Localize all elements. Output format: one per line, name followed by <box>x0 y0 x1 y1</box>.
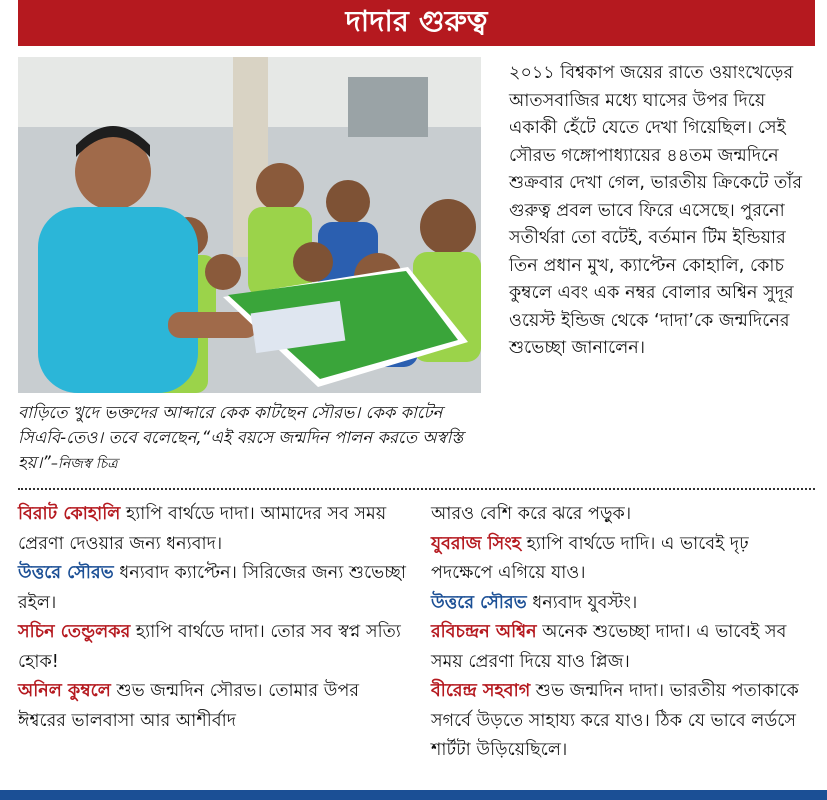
message-sender: রবিচন্দ্রন অশ্বিন <box>431 622 537 642</box>
message-text: অনেক শুভেচ্ছা দাদা। এ ভাবেই সব সময় প্রেরণা দিয়ে যাও প্লিজ। <box>431 622 787 672</box>
article-text: ২০১১ বিশ্বকাপ জয়ের রাতে ওয়াংখেড়ের আতসবাজির মধ্যে ঘাসের উপর দিয়ে একাকী হেঁটে যেতে দেখা গিয়েছিল। সেই সৌরভ গঙ্গোপাধ্যায়ের ৪৪তম জন্মদিনে শুক্রবার দেখা গেল, ভারতীয় ক্রিকেটে তাঁর গুরুত্ব প্রবল ভাবে ফিরে এসেছে। পুরনো সতীর্থরা তো বটেই, বর্তমান টিম ইন্ডিয়ার তিন প্রধান মুখ, ক্যাপ্টেন কোহালি, কোচ কুম্বলে এবং এক নম্বর বোলার অশ্বিন সুদূর ওয়েস্ট ইন্ডিজ থেকে ‘দাদা’কে জন্মদিনের শুভেচ্ছা জানালেন। <box>509 63 803 358</box>
message-text: শুভ জন্মদিন সৌরভ। তোমার উপর ঈশ্বরের ভালবাসা আর আশীর্বাদ <box>18 681 360 731</box>
caption-text: বাড়িতে খুদে ভক্তদের আব্দারে কেক কাটছেন সৌরভ। কেক কাটেন সিএবি-তেও। তবে বলেছেন,“এই বয়সে জন্মদিন পালন করতে অস্বস্তি হয়।” <box>18 403 464 472</box>
photo-credit: –নিজস্ব চিত্র <box>50 456 118 472</box>
message-text: ধন্যবাদ যুবস্টং। <box>526 592 638 613</box>
messages-right-column <box>431 500 815 766</box>
message-text: হ্যাপি বার্থডে দাদি। এ ভাবেই দৃঢ় পদক্ষেপে এগিয়ে যাও। <box>431 533 749 583</box>
photo-illustration <box>18 57 481 393</box>
message-sender: উত্তরে সৌরভ <box>431 592 527 613</box>
headline: দাদার গুরুত্ব <box>345 3 488 38</box>
message-text: ধন্যবাদ ক্যাপ্টেন। সিরিজের জন্য শুভেচ্ছা রইল। <box>18 563 407 613</box>
bottom-rule <box>0 790 827 800</box>
message-item <box>18 500 410 559</box>
message-item <box>18 677 410 736</box>
news-photo <box>18 57 481 393</box>
message-item <box>431 530 815 589</box>
message-item <box>431 677 815 766</box>
message-sender: অনিল কুম্বলে <box>18 681 111 701</box>
message-text: শুভ জন্মদিন দাদা। ভারতীয় পতাকাকে সগর্বে উড়তে সাহায্য করে যাও। ঠিক যে ভাবে লর্ডসে শার্টটা উড়িয়েছিলে। <box>431 681 799 760</box>
article-body <box>509 60 815 363</box>
message-sender: উত্তরে সৌরভ <box>18 563 114 583</box>
message-sender: বীরেন্দ্র সহবাগ <box>431 681 531 701</box>
message-item <box>431 589 815 619</box>
message-item <box>431 500 815 530</box>
message-sender: বিরাট কোহালি <box>18 504 121 524</box>
message-sender: সচিন তেন্ডুলকর <box>18 622 131 642</box>
message-text: হ্যাপি বার্থডে দাদা। আমাদের সব সময় প্রেরণা দেওয়ার জন্য ধন্যবাদ। <box>18 504 387 554</box>
headline-banner <box>18 0 815 46</box>
message-item <box>431 618 815 677</box>
photo-caption <box>18 400 488 477</box>
message-text: হ্যাপি বার্থডে দাদা। তোর সব স্বপ্ন সত্যি হোক! <box>18 622 401 672</box>
message-text: আরও বেশি করে ঝরে পড়ুক। <box>431 504 632 524</box>
messages-left-column <box>18 500 410 736</box>
dotted-divider <box>18 488 815 490</box>
message-item <box>18 559 410 618</box>
message-sender: যুবরাজ সিংহ <box>431 533 522 554</box>
message-item <box>18 618 410 677</box>
